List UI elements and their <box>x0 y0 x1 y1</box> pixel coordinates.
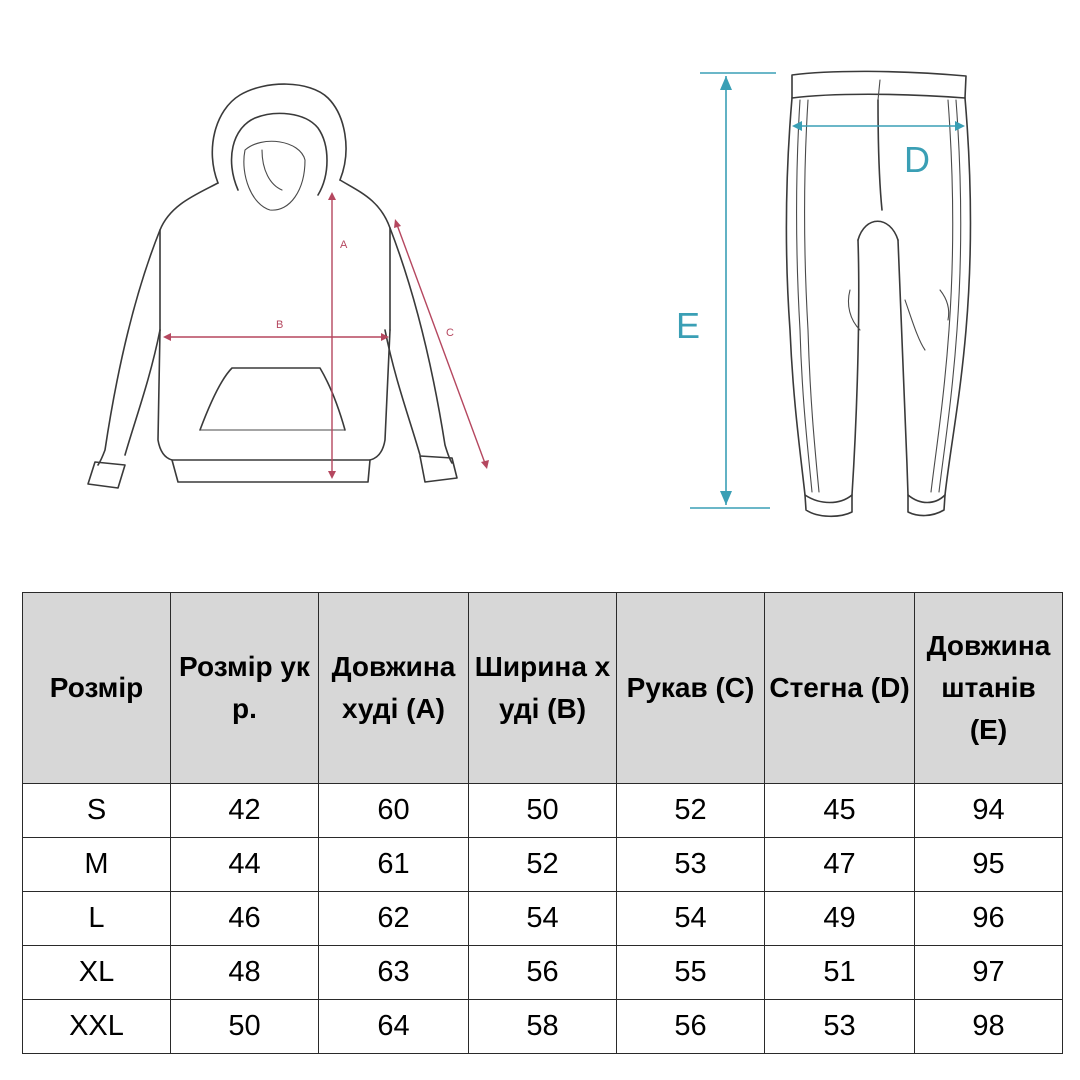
table-cell: 95 <box>915 838 1063 892</box>
table-row <box>23 838 1063 892</box>
hoodie-label-c: C <box>446 327 454 339</box>
table-cell: 54 <box>469 892 617 946</box>
pants-measure-e <box>676 73 776 508</box>
table-cell: 62 <box>319 892 469 946</box>
header-hips: Стегна (D) <box>765 593 915 784</box>
table-cell: 52 <box>469 838 617 892</box>
table-cell: 50 <box>171 1000 319 1054</box>
table-cell: 48 <box>171 946 319 1000</box>
table-row <box>23 892 1063 946</box>
header-hoodie-length: Довжина худі (A) <box>319 593 469 784</box>
table-cell: 64 <box>319 1000 469 1054</box>
table-cell: 98 <box>915 1000 1063 1054</box>
table-cell: 50 <box>469 784 617 838</box>
pants-label-e: E <box>676 305 701 346</box>
table-row <box>23 1000 1063 1054</box>
table-cell: 55 <box>617 946 765 1000</box>
header-pants-length: Довжина штанів (E) <box>915 593 1063 784</box>
table-row <box>23 946 1063 1000</box>
table-cell: 97 <box>915 946 1063 1000</box>
header-size-ukr: Розмір укр. <box>171 593 319 784</box>
table-cell: 53 <box>765 1000 915 1054</box>
table-cell: 47 <box>765 838 915 892</box>
table-cell: 49 <box>765 892 915 946</box>
table-cell: 52 <box>617 784 765 838</box>
table-cell: 94 <box>915 784 1063 838</box>
table-cell: 61 <box>319 838 469 892</box>
table-cell: 44 <box>171 838 319 892</box>
table-cell: 56 <box>617 1000 765 1054</box>
table-cell: XXL <box>23 1000 171 1054</box>
header-size: Розмір <box>23 593 171 784</box>
table-cell: 42 <box>171 784 319 838</box>
pants-label-d: D <box>904 139 930 180</box>
table-cell: 60 <box>319 784 469 838</box>
header-hoodie-width: Ширина худі (B) <box>469 593 617 784</box>
hoodie-illustration <box>88 84 457 488</box>
hoodie-label-a: A <box>340 239 348 251</box>
table-cell: 58 <box>469 1000 617 1054</box>
table-cell: 63 <box>319 946 469 1000</box>
table-cell: S <box>23 784 171 838</box>
hoodie-measure-b <box>163 319 389 341</box>
size-table <box>22 592 1063 1054</box>
table-cell: 51 <box>765 946 915 1000</box>
header-sleeve: Рукав (C) <box>617 593 765 784</box>
table-cell: L <box>23 892 171 946</box>
table-row <box>23 784 1063 838</box>
table-cell: 96 <box>915 892 1063 946</box>
hoodie-label-b: B <box>276 319 284 331</box>
table-header-row <box>23 593 1063 784</box>
table-cell: 56 <box>469 946 617 1000</box>
table-cell: 53 <box>617 838 765 892</box>
table-cell: 45 <box>765 784 915 838</box>
table-cell: 46 <box>171 892 319 946</box>
hoodie-measure-a <box>328 192 348 479</box>
table-cell: XL <box>23 946 171 1000</box>
pants-illustration <box>786 71 970 516</box>
table-cell: 54 <box>617 892 765 946</box>
hoodie-measure-c <box>394 219 489 469</box>
table-cell: M <box>23 838 171 892</box>
